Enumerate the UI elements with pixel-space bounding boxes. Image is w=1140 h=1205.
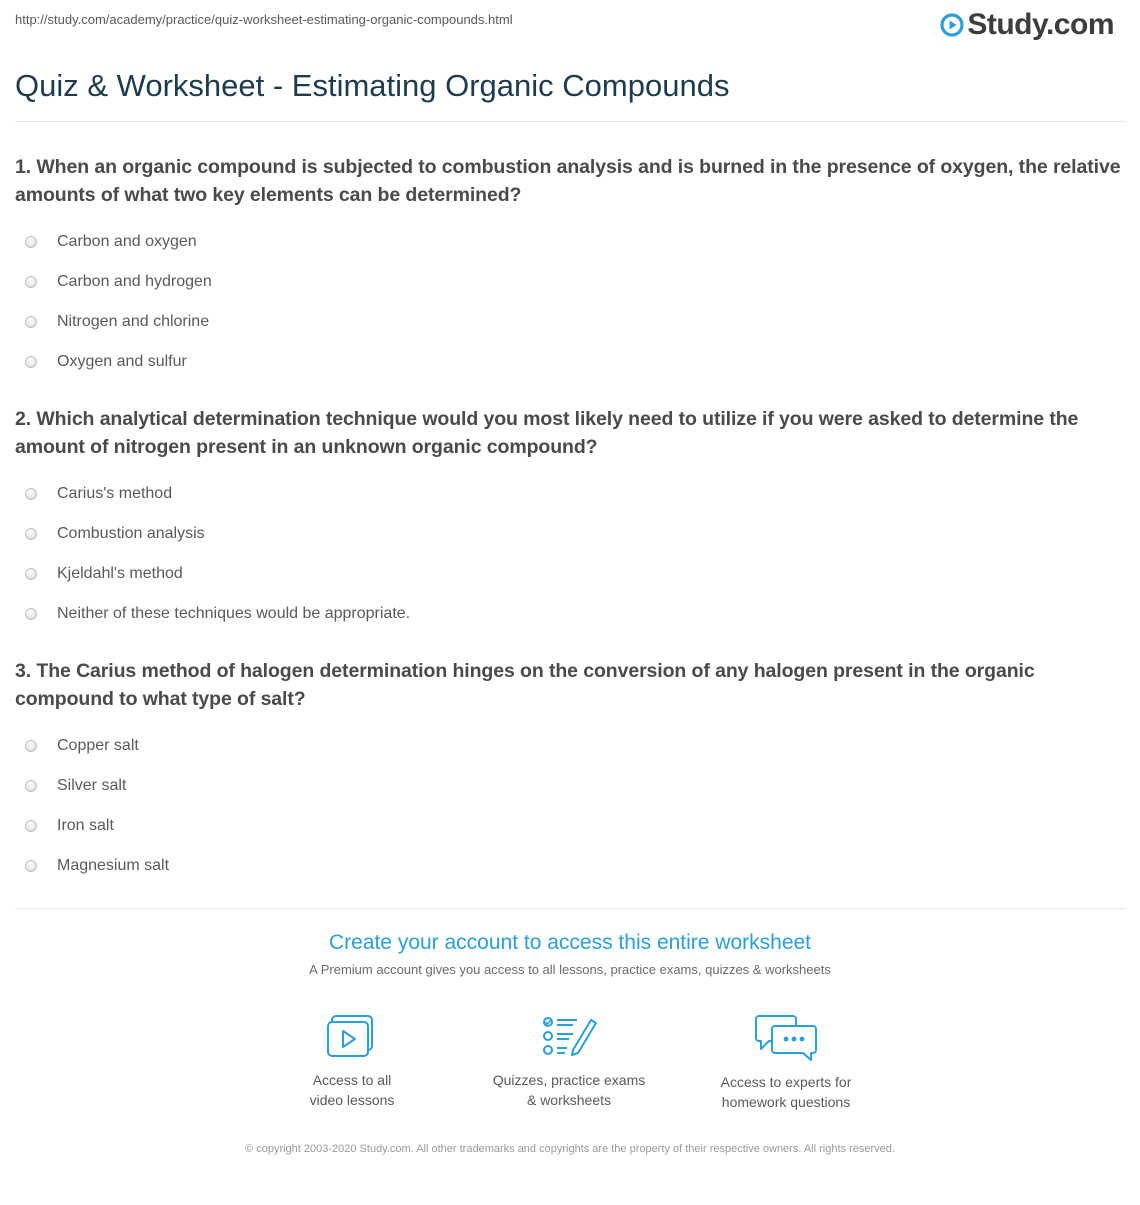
radio-button-icon[interactable] bbox=[25, 488, 37, 500]
feature-label-line: Access to all bbox=[312, 1072, 392, 1088]
answer-label: Copper salt bbox=[57, 737, 139, 754]
answer-option[interactable] bbox=[15, 342, 1130, 382]
radio-button-icon[interactable] bbox=[25, 780, 37, 792]
answer-label: Carbon and oxygen bbox=[57, 233, 197, 250]
answer-label: Neither of these techniques would be appropriate. bbox=[57, 605, 411, 622]
answer-label: Magnesium salt bbox=[57, 857, 170, 874]
feature-label bbox=[469, 1070, 669, 1110]
feature-experts bbox=[686, 1012, 886, 1112]
feature-video-lessons bbox=[252, 1012, 452, 1110]
radio-button-icon[interactable] bbox=[25, 860, 37, 872]
answer-list bbox=[15, 726, 1130, 886]
answer-option[interactable] bbox=[15, 726, 1130, 766]
answer-label: Carius's method bbox=[57, 485, 173, 502]
feature-label-line: Access to experts for bbox=[720, 1074, 852, 1090]
answer-list bbox=[15, 474, 1130, 634]
answer-option[interactable] bbox=[15, 262, 1130, 302]
radio-button-icon[interactable] bbox=[25, 528, 37, 540]
answer-option[interactable] bbox=[15, 766, 1130, 806]
answer-option[interactable] bbox=[15, 594, 1130, 634]
quiz-checklist-icon bbox=[539, 1012, 599, 1060]
answer-list bbox=[15, 222, 1130, 382]
title-divider bbox=[15, 121, 1125, 122]
answer-option[interactable] bbox=[15, 302, 1130, 342]
question-2 bbox=[15, 405, 1130, 634]
answer-option[interactable] bbox=[15, 514, 1130, 554]
answer-label: Kjeldahl's method bbox=[57, 565, 183, 582]
answer-label: Combustion analysis bbox=[57, 525, 205, 542]
feature-label-line: Quizzes, practice exams bbox=[492, 1072, 646, 1088]
cta-subtitle: A Premium account gives you access to all lessons, practice exams, quizzes & worksheets bbox=[309, 962, 831, 977]
answer-option[interactable] bbox=[15, 846, 1130, 886]
answer-option[interactable] bbox=[15, 554, 1130, 594]
feature-label-line: video lessons bbox=[309, 1092, 395, 1108]
question-1 bbox=[15, 153, 1130, 382]
copyright-notice: © copyright 2003-2020 Study.com. All other trademarks and copyrights are the property of their respective owners. All rights reserved. bbox=[245, 1143, 895, 1155]
feature-label-line: homework questions bbox=[721, 1094, 851, 1110]
answer-option[interactable] bbox=[15, 222, 1130, 262]
answer-label: Nitrogen and chlorine bbox=[57, 313, 210, 330]
study-logo[interactable] bbox=[940, 8, 1114, 42]
expert-chat-icon bbox=[753, 1012, 819, 1062]
question-text: 2. Which analytical determination technique would you most likely need to utilize if you were asked to determine the amount of nitrogen present in an unknown organic compound? bbox=[15, 408, 1079, 458]
question-text: 3. The Carius method of halogen determination hinges on the conversion of any halogen present in the organic compound to what type of salt? bbox=[15, 660, 1035, 710]
question-text: 1. When an organic compound is subjected to combustion analysis and is burned in the presence of oxygen, the relative amounts of what two key elements can be determined? bbox=[15, 156, 1121, 206]
feature-quizzes bbox=[469, 1012, 669, 1110]
answer-label: Oxygen and sulfur bbox=[57, 353, 187, 370]
answer-option[interactable] bbox=[15, 806, 1130, 846]
answer-option[interactable] bbox=[15, 474, 1130, 514]
radio-button-icon[interactable] bbox=[25, 820, 37, 832]
page-url: http://study.com/academy/practice/quiz-worksheet-estimating-organic-compounds.html bbox=[15, 12, 513, 27]
radio-button-icon[interactable] bbox=[25, 568, 37, 580]
create-account-link[interactable]: Create your account to access this entire worksheet bbox=[328, 931, 812, 954]
feature-label bbox=[252, 1070, 452, 1110]
answer-label: Silver salt bbox=[57, 777, 127, 794]
feature-label bbox=[686, 1072, 886, 1112]
answer-label: Iron salt bbox=[57, 817, 114, 834]
page-title: Quiz & Worksheet - Estimating Organic Compounds bbox=[15, 68, 730, 103]
radio-button-icon[interactable] bbox=[25, 356, 37, 368]
radio-button-icon[interactable] bbox=[25, 608, 37, 620]
radio-button-icon[interactable] bbox=[25, 276, 37, 288]
radio-button-icon[interactable] bbox=[25, 316, 37, 328]
feature-label-line: & worksheets bbox=[526, 1092, 612, 1108]
answer-label: Carbon and hydrogen bbox=[57, 273, 212, 290]
play-circle-icon bbox=[940, 13, 964, 37]
cta-divider bbox=[15, 908, 1125, 909]
radio-button-icon[interactable] bbox=[25, 740, 37, 752]
question-3 bbox=[15, 657, 1130, 886]
video-lesson-icon bbox=[324, 1012, 380, 1060]
logo-text: Study.com bbox=[967, 8, 1114, 41]
radio-button-icon[interactable] bbox=[25, 236, 37, 248]
